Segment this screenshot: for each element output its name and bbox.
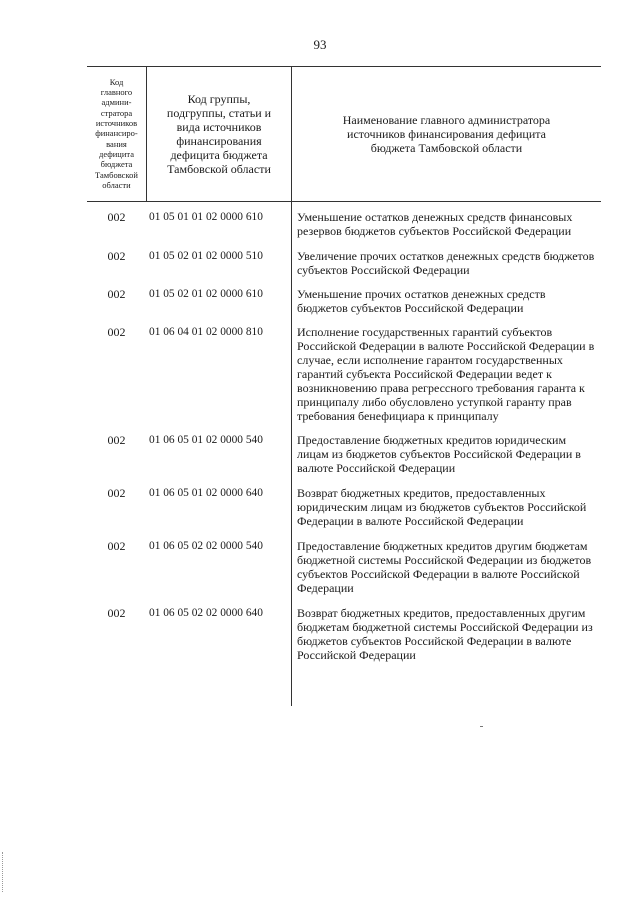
- table-row: [87, 539, 601, 595]
- header-administrator-name-text: Наименование главного администратора источников финансирования дефицита бюджета Тамбовской области: [342, 112, 551, 155]
- table-row: [87, 287, 601, 315]
- name-cell: Предоставление бюджетных кредитов юридическим лицам из бюджетов субъектов Российской Федерации в валюте Российской Федерации: [297, 433, 581, 475]
- admin-code-cell: 002: [107, 325, 126, 339]
- admin-code-cell: 002: [107, 249, 126, 263]
- admin-code-cell: 002: [107, 433, 126, 447]
- header-admin-code-text: Код главного админи- стратора источников финансиро- вания дефицита бюджета Тамбовской области: [95, 76, 138, 190]
- source-code-cell: 01 05 02 01 02 0000 510: [149, 250, 263, 262]
- name-cell: Увеличение прочих остатков денежных средств бюджетов субъектов Российской Федерации: [297, 249, 595, 277]
- table-body: [87, 210, 601, 662]
- source-code-cell: 01 05 02 01 02 0000 610: [149, 288, 263, 300]
- name-cell: Уменьшение прочих остатков денежных средств бюджетов субъектов Российской Федерации: [297, 287, 546, 315]
- scan-edge-mark: [2, 852, 4, 892]
- table-row: [87, 486, 601, 528]
- header-administrator-name: [292, 66, 601, 201]
- source-code-cell: 01 05 01 01 02 0000 610: [149, 211, 263, 223]
- admin-code-cell: 002: [107, 287, 126, 301]
- admin-code-cell: 002: [107, 606, 126, 620]
- header-admin-code: [87, 66, 146, 201]
- table-row: [87, 249, 601, 277]
- admin-code-cell: 002: [107, 539, 126, 553]
- source-code-cell: 01 06 05 01 02 0000 640: [149, 487, 263, 499]
- page-number: 93: [313, 37, 327, 52]
- table-row: [87, 325, 601, 423]
- source-code-cell: 01 06 04 01 02 0000 810: [149, 326, 263, 338]
- name-cell: Возврат бюджетных кредитов, предоставленных юридическим лицам из бюджетов субъектов Российской Федерации в валюте Российской Федерации: [297, 486, 587, 528]
- admin-code-cell: 002: [107, 210, 126, 224]
- source-code-cell: 01 06 05 02 02 0000 540: [149, 540, 263, 552]
- name-cell: Исполнение государственных гарантий субъектов Российской Федерации в валюте Российской Федерации в случае, если исполнение гарантом государственных гарантий субъекта Российской Федерации ведет к возникновению права регрессного требования гаранта к принципалу либо обусловлено уступкой гаранту прав требования бенефициара к принципалу: [297, 325, 595, 423]
- source-code-cell: 01 06 05 02 02 0000 640: [149, 607, 263, 619]
- name-cell: Возврат бюджетных кредитов, предоставленных другим бюджетам бюджетной системы Российской Федерации из бюджетов субъектов Российской Федерации в валюте Российской Федерации: [297, 606, 593, 662]
- scan-speck: [480, 726, 483, 727]
- header-source-code: [147, 66, 291, 201]
- table-row: [87, 210, 601, 238]
- header-bottom-rule: [87, 201, 601, 202]
- table-row: [87, 433, 601, 475]
- header-source-code-text: Код группы, подгруппы, статьи и вида источников финансирования дефицита бюджета Тамбовской области: [166, 91, 272, 176]
- source-code-cell: 01 06 05 01 02 0000 540: [149, 434, 263, 446]
- table-row: [87, 606, 601, 662]
- admin-code-cell: 002: [107, 486, 126, 500]
- name-cell: Предоставление бюджетных кредитов другим бюджетам бюджетной системы Российской Федерации из бюджетов субъектов Российской Федерации в валюте Российской Федерации: [297, 539, 592, 595]
- name-cell: Уменьшение остатков денежных средств финансовых резервов бюджетов субъектов Российской Федерации: [297, 210, 573, 238]
